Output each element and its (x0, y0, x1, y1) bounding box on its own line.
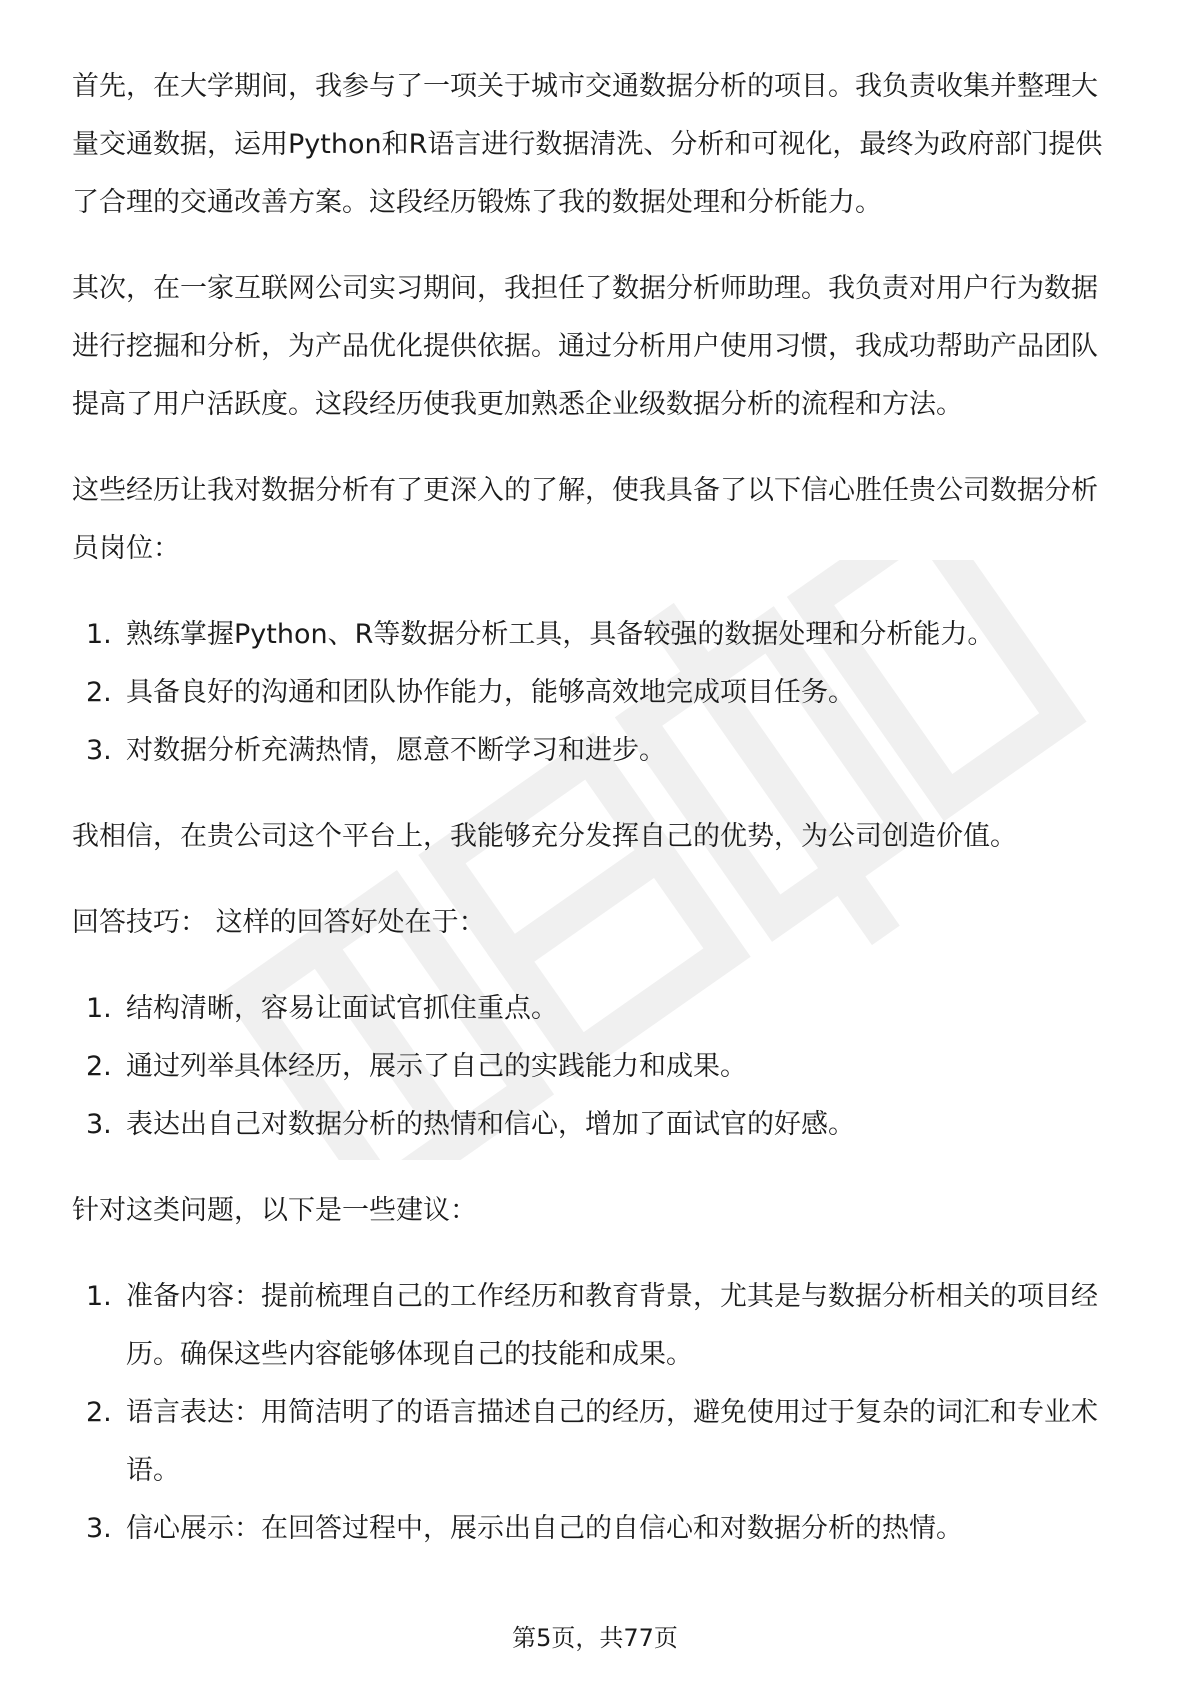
list-text: 结构清晰，容易让面试官抓住重点。 (126, 993, 558, 1024)
list-item (72, 1096, 1122, 1154)
list-number: 2. (86, 1397, 112, 1428)
list-item (72, 1500, 1122, 1558)
list-number: 2. (86, 677, 112, 708)
list-text: 熟练掌握Python、R等数据分析工具，具备较强的数据处理和分析能力。 (126, 619, 995, 650)
list-item (72, 980, 1122, 1038)
list-text: 准备内容：提前梳理自己的工作经历和教育背景，尤其是与数据分析相关的项目经历。确保这些内容能够体现自己的技能和成果。 (126, 1281, 1098, 1370)
list-number: 1. (86, 1281, 112, 1312)
list-number: 3. (86, 1109, 112, 1140)
list-text: 表达出自己对数据分析的热情和信心，增加了面试官的好感。 (126, 1109, 855, 1140)
paragraph-confidence: 这些经历让我对数据分析有了更深入的了解，使我具备了以下信心胜任贵公司数据分析员岗位： (72, 475, 1098, 564)
list-number: 1. (86, 619, 112, 650)
advice-list (72, 1268, 1122, 1558)
list-item (72, 606, 1122, 664)
list-number: 1. (86, 993, 112, 1024)
list-number: 3. (86, 735, 112, 766)
list-item (72, 722, 1122, 780)
paragraph-belief: 我相信，在贵公司这个平台上，我能够充分发挥自己的优势，为公司创造价值。 (72, 821, 1017, 852)
paragraph-university-project: 首先，在大学期间，我参与了一项关于城市交通数据分析的项目。我负责收集并整理大量交通数据，运用Python和R语言进行数据清洗、分析和可视化，最终为政府部门提供了合理的交通改善方案。这段经历锻炼了我的数据处理和分析能力。 (72, 71, 1103, 218)
list-text: 对数据分析充满热情，愿意不断学习和进步。 (126, 735, 666, 766)
list-number: 2. (86, 1051, 112, 1082)
list-item (72, 1038, 1122, 1096)
list-text: 信心展示：在回答过程中，展示出自己的自信心和对数据分析的热情。 (126, 1513, 963, 1544)
document-body (72, 58, 1122, 1586)
list-item (72, 664, 1122, 722)
list-item (72, 1268, 1122, 1384)
list-text: 通过列举具体经历，展示了自己的实践能力和成果。 (126, 1051, 747, 1082)
list-number: 3. (86, 1513, 112, 1544)
list-text: 语言表达：用简洁明了的语言描述自己的经历，避免使用过于复杂的词汇和专业术语。 (126, 1397, 1098, 1486)
paragraph-advice-intro: 针对这类问题，以下是一些建议： (72, 1195, 477, 1226)
page-number-footer: 第5页，共77页 (512, 1624, 678, 1652)
qualification-list (72, 606, 1122, 780)
list-text: 具备良好的沟通和团队协作能力，能够高效地完成项目任务。 (126, 677, 855, 708)
paragraph-answer-tips: 回答技巧： 这样的回答好处在于： (72, 907, 486, 938)
paragraph-internship: 其次，在一家互联网公司实习期间，我担任了数据分析师助理。我负责对用户行为数据进行挖掘和分析，为产品优化提供依据。通过分析用户使用习惯，我成功帮助产品团队提高了用户活跃度。这段经历使我更加熟悉企业级数据分析的流程和方法。 (72, 273, 1098, 420)
list-item (72, 1384, 1122, 1500)
benefits-list (72, 980, 1122, 1154)
